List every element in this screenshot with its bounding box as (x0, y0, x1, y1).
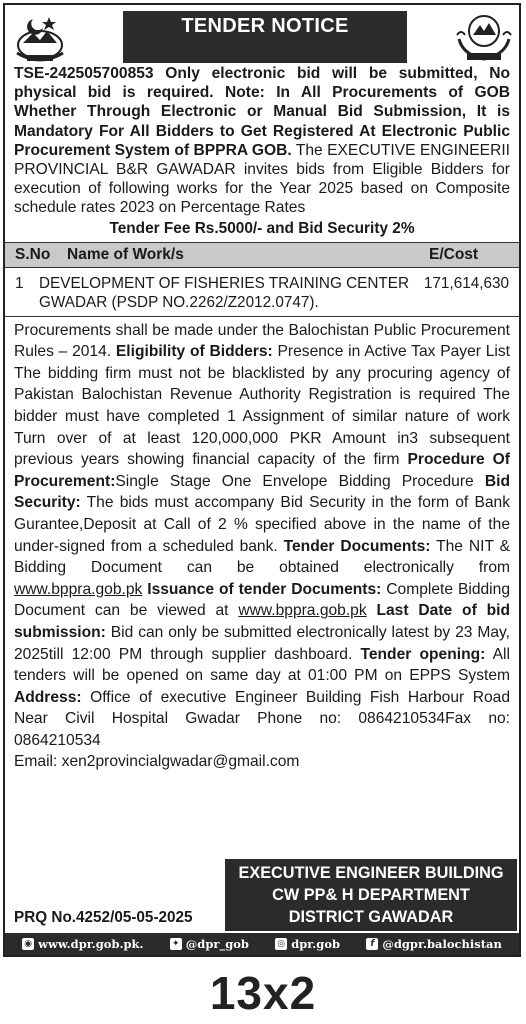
text-procurement-rules: Procurements shall be made under the Balochistan Public Procurement Rules – 2014. (14, 321, 510, 361)
ad-size-label: 13x2 (209, 967, 317, 1019)
prq-number: PRQ No.4252/05-05-2025 (14, 909, 193, 926)
balochistan-emblem-logo (9, 9, 71, 65)
department-seal-logo (453, 9, 515, 65)
heading-tender-opening: Tender opening: (360, 645, 486, 663)
header-estimated-cost: E/Cost (429, 245, 479, 263)
bppra-link-2[interactable]: www.bppra.gob.pk (238, 602, 367, 620)
header-name-of-work: Name of Work/s (67, 245, 184, 263)
heading-bid-security: Bid Security: (14, 472, 510, 512)
intro-paragraph (5, 64, 519, 218)
cell-sno: 1 (15, 274, 24, 292)
text-issuance: Complete Bidding Document can be viewed at (14, 580, 510, 620)
social-bar (5, 933, 519, 955)
facebook-icon: f (366, 938, 378, 950)
text-bid-security: The bids must accompany Bid Security in the form of Bank Gurantee,Deposit at Call of 2 % specified above in the name of the under-signed from a scheduled bank. (14, 494, 510, 555)
heading-last-date: Last Date of bid submission: (14, 602, 510, 641)
text-address: Office of executive Engineer Building Fish Harbour Road Near Civil Hospital Gwadar Phone no: 0864210534Fax no: 0864210534 (14, 688, 510, 749)
conditions-paragraph (5, 317, 519, 752)
heading-address: Address: (14, 688, 82, 706)
intro-bold-text: TSE-242505700853 Only electronic bid will be submitted, No physical bid is required. Note: In All Procurements of GOB Whether Through Electronic or Manual Bid Submission, It is Mandatory For All Bidders to Get Registered At Electronic Public Procurement System of BPPRA GOB. (14, 65, 510, 159)
text-tender-opening: All tenders will be opened on same day at 01:00 PM on EPPS System (14, 645, 510, 685)
heading-issuance: Issuance of tender Documents: (142, 580, 382, 598)
text-eligibility: Presence in Active Tax Payer List The bidding firm must not be blacklisted by any procuring agency of Pakistan Balochistan Revenue Authority Registration is required The bidder must have completed 1 Assignment of similar nature of work Turn over of at least 120,000,000 PKR Amount in3 subsequent previous years showing financial capacity of the firm (14, 343, 510, 469)
signatory-line-2: CW PP& H DEPARTMENT (272, 886, 470, 904)
social-twitter: ✦ @dpr_gob (170, 937, 249, 951)
notice-header (5, 5, 519, 69)
heading-eligibility: Eligibility of Bidders: (115, 343, 273, 361)
table-row (5, 268, 519, 317)
table-header (5, 243, 519, 268)
cell-estimated-cost: 171,614,630 (423, 274, 509, 292)
cell-name-of-work: DEVELOPMENT OF FISHERIES TRAINING CENTER GWADAR (PSDP NO.2262/Z2012.0747). (39, 274, 410, 311)
tender-fee-line: Tender Fee Rs.5000/- and Bid Security 2% (109, 219, 415, 237)
text-last-date: Bid can only be submitted electronically latest by 23 May, 2025till 12:00 PM through supplier dashboard. (14, 623, 510, 663)
heading-procedure: Procedure Of Procurement: (14, 451, 510, 490)
intro-normal-text: The EXECUTIVE ENGINEERII PROVINCIAL B&R GAWADAR invites bids from Eligible Bidders for execution of following works for the Year 2025 based on Composite schedule rates 2023 on Percentage Rates (14, 141, 510, 217)
email-line: Email: xen2provincialgwadar@gmail.com (14, 752, 300, 770)
signatory-line-3: DISTRICT GAWADAR (288, 908, 454, 926)
heading-tender-documents: Tender Documents: (283, 537, 431, 555)
page-title: TENDER NOTICE (123, 11, 407, 63)
social-facebook: f @dgpr.balochistan (366, 937, 502, 951)
social-web: ◉ www.dpr.gob.pk. (22, 937, 143, 951)
social-instagram: ◎ dpr.gob (275, 937, 340, 951)
twitter-icon: ✦ (170, 938, 182, 950)
signatory-line-1: EXECUTIVE ENGINEER BUILDING (238, 864, 504, 882)
text-tender-documents: The NIT & Bidding Document can be obtained electronically from (14, 537, 510, 577)
tender-notice (3, 3, 521, 957)
globe-icon: ◉ (22, 938, 34, 950)
header-sno: S.No (15, 245, 51, 263)
works-table (5, 242, 519, 317)
text-procedure: Single Stage One Envelope Bidding Procedure (115, 472, 485, 490)
instagram-icon: ◎ (275, 938, 287, 950)
bppra-link[interactable]: www.bppra.gob.pk (14, 580, 143, 598)
signatory-box (225, 859, 517, 931)
